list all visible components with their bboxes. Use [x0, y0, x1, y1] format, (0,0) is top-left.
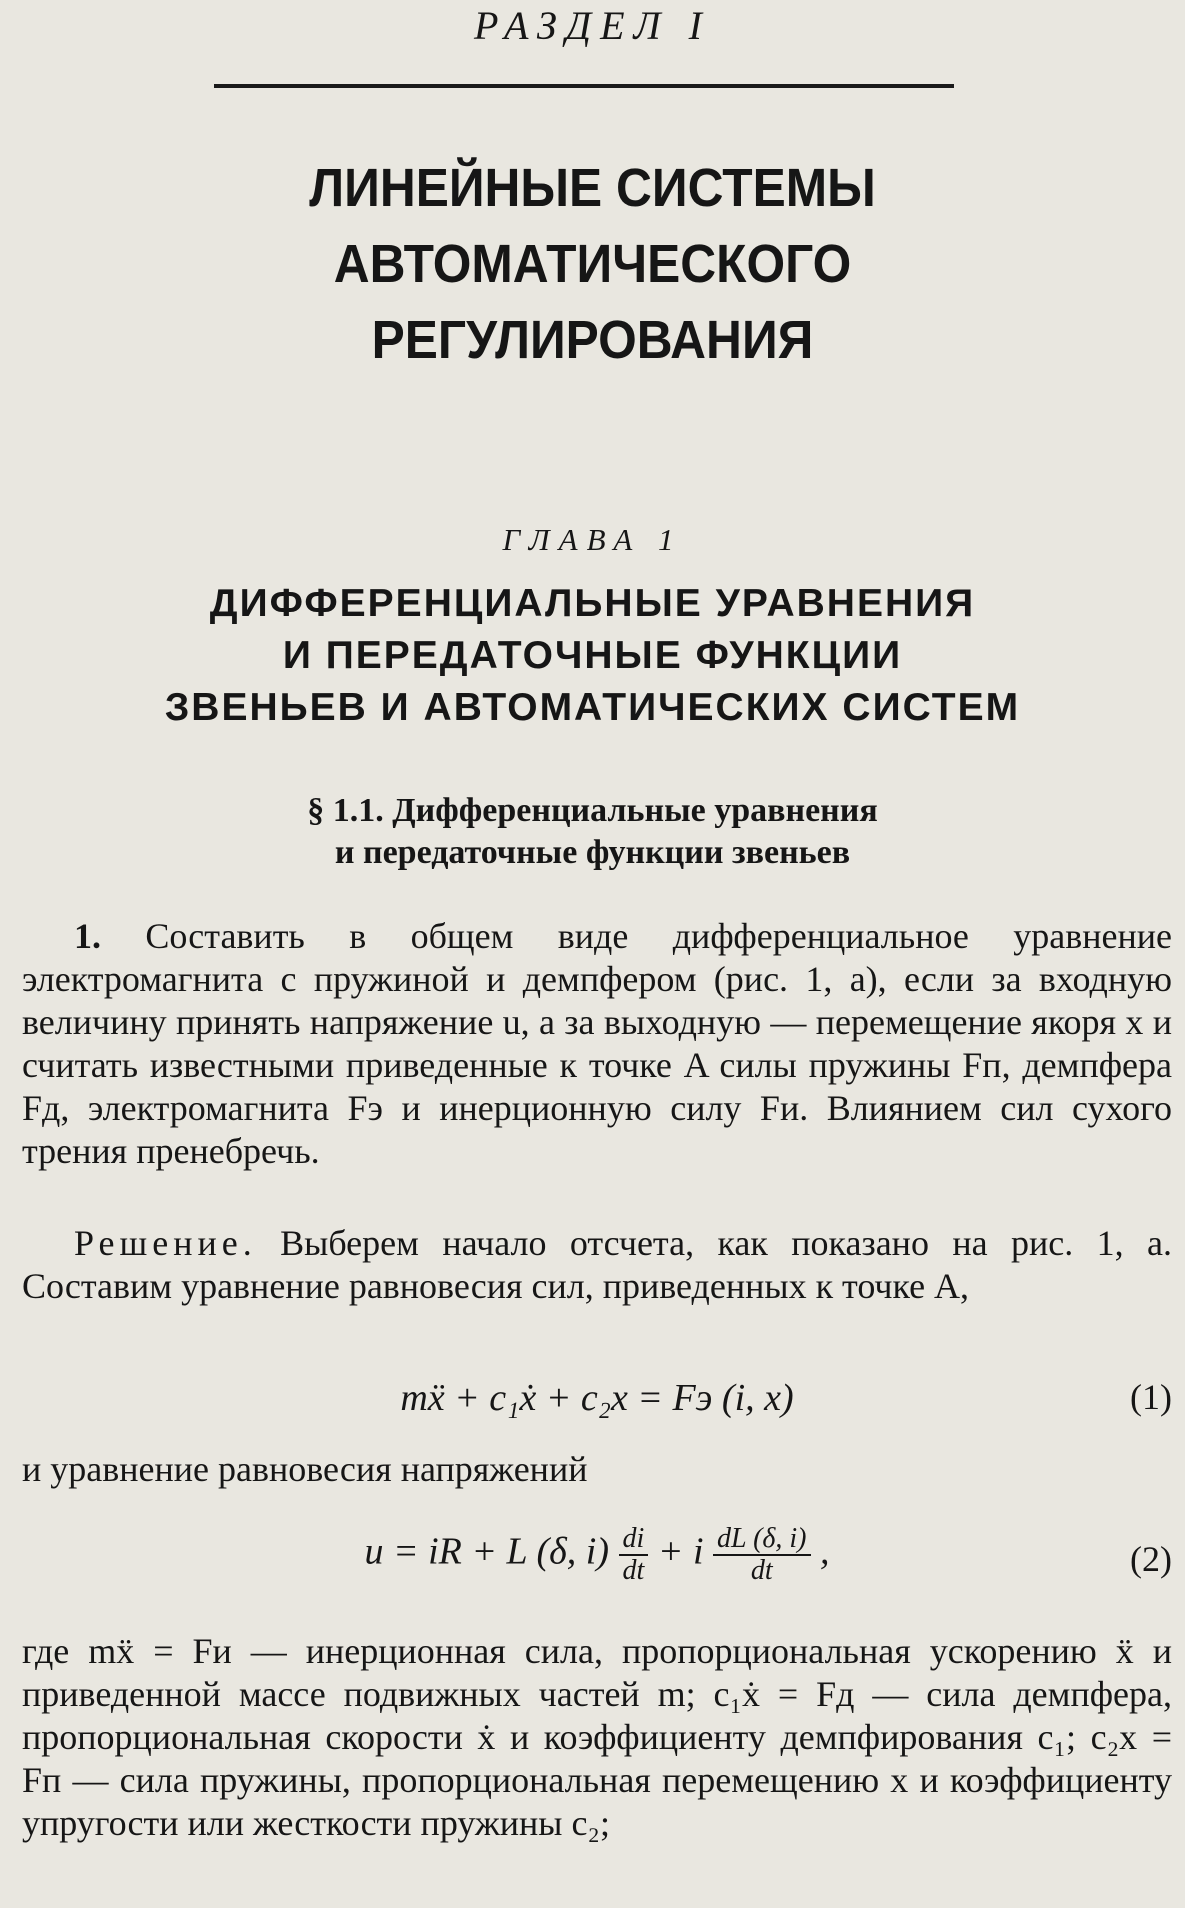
fraction-1-denominator: dt	[622, 1555, 645, 1586]
equation-2-mid: + i	[657, 1530, 704, 1573]
part-title	[47, 150, 1137, 378]
section-title-line-2: и передаточные функции звеньев	[334, 834, 851, 871]
chapter-title-line-1: ДИФФЕРЕНЦИАЛЬНЫЕ УРАВНЕНИЯ	[209, 582, 976, 625]
problem-number: 1.	[74, 916, 101, 956]
problem-text: Составить в общем виде дифференциальное уравнение электромагнита с пружиной и демпфером (рис. 1, а), если за входную величину принять напряжение u, а за выходную — перемещение якоря x и считать известными приведенные к точке A силы пружины Fп, демпфера Fд, электромагнита Fэ и инерционную силу Fи. Влиянием сил сухого трения пренебречь.	[22, 916, 1172, 1171]
solution-text: Выберем начало отсчета, как показано на рис. 1, а. Составим уравнение равновесия сил, приведенных к точке A,	[22, 1223, 1173, 1306]
equation-2-number: (2)	[1130, 1539, 1172, 1579]
part-title-line-2: РЕГУЛИРОВАНИЯ	[371, 310, 814, 370]
equation-2-lhs: u = iR + L (δ, i)	[364, 1530, 610, 1573]
chapter-label: ГЛАВА 1	[502, 522, 683, 557]
chapter-title-line-3: ЗВЕНЬЕВ И АВТОМАТИЧЕСКИХ СИСТЕМ	[164, 686, 1021, 729]
solution-label: Решение.	[74, 1223, 257, 1263]
equation-2-fraction-2	[713, 1524, 811, 1586]
equation-2	[22, 1524, 1172, 1604]
fraction-2-denominator: dt	[750, 1555, 773, 1586]
equation-1	[22, 1376, 1172, 1436]
section-label: РАЗДЕЛ I	[474, 3, 711, 48]
definitions-paragraph: где mẍ = Fи — инерционная сила, пропорциональная ускорению ẍ и приведенной массе подвижных частей m; c₁ẋ = Fд — сила демпфера, пропорциональная скорости ẋ и коэффициенту демпфирования c₁; c₂x = Fп — сила пружины, пропорциональная перемещению x и коэффициенту упругости или жесткости пружины c₂;	[22, 1631, 1172, 1843]
equation-2-tail: ,	[820, 1530, 830, 1573]
section-title-line-1: § 1.1. Дифференциальные уравнения	[307, 792, 878, 829]
equation-1-number: (1)	[1130, 1377, 1172, 1417]
equation-1-body: mẍ + c₁ẋ + c₂x = Fэ (i, x)	[400, 1377, 794, 1419]
chapter-title-line-2: И ПЕРЕДАТОЧНЫЕ ФУНКЦИИ	[282, 634, 903, 677]
between-text: и уравнение равновесия напряжений	[22, 1449, 588, 1489]
equation-2-body	[22, 1524, 1172, 1586]
part-title-line-1: ЛИНЕЙНЫЕ СИСТЕМЫ АВТОМАТИЧЕСКОГО	[309, 158, 876, 294]
problem-paragraph	[22, 915, 1172, 1173]
fraction-2-numerator: dL (δ, i)	[713, 1524, 811, 1556]
equation-2-fraction-1	[619, 1524, 649, 1586]
solution-paragraph	[22, 1222, 1172, 1308]
chapter-title	[0, 578, 1185, 734]
section-title	[0, 790, 1185, 874]
title-rule	[214, 84, 954, 88]
fraction-1-numerator: di	[619, 1524, 649, 1556]
